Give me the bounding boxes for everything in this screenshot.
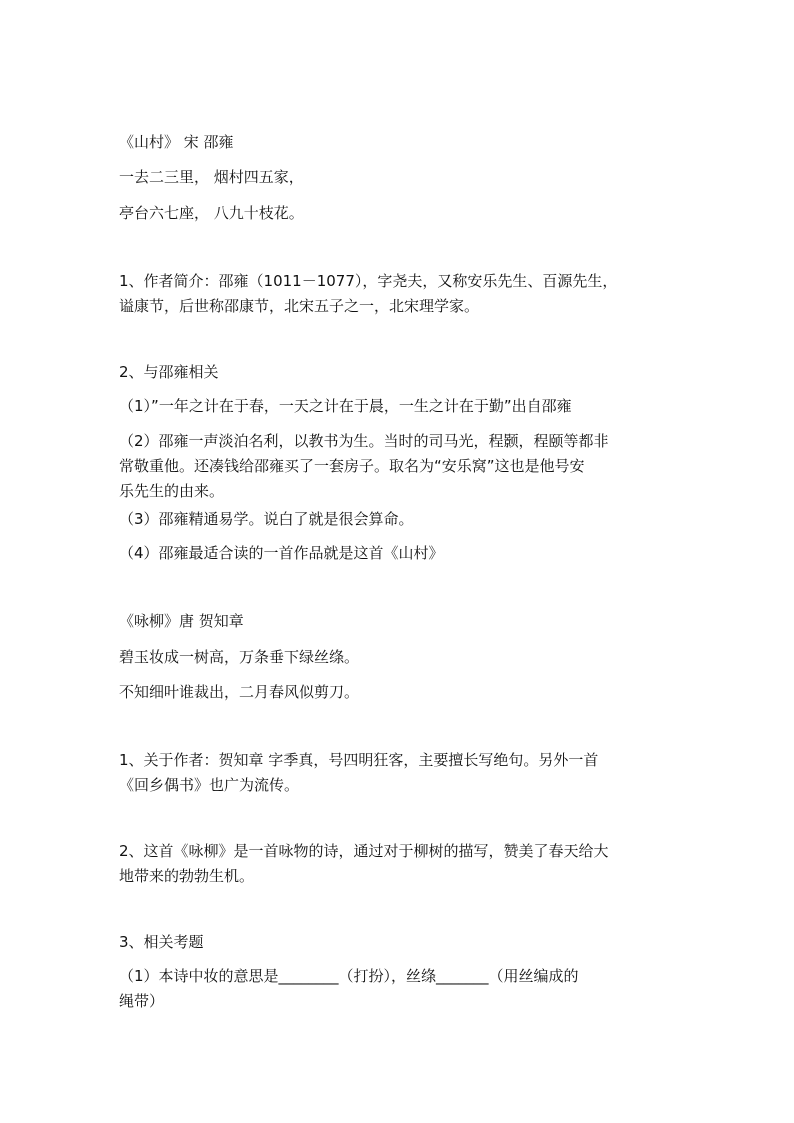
list-item <box>119 429 679 504</box>
paragraph-line: 谥康节，后世称邵康节，北宋五子之一，北宋理学家。 <box>119 297 480 315</box>
paragraph-line: 常敬重他。还凑钱给邵雍买了一套房子。取名为“安乐窝”这也是他号安 <box>119 457 585 475</box>
poem-line: 不知细叶谁裁出，二月春风似剪刀。 <box>119 683 360 701</box>
paragraph-line: （2）邵雍一声淡泊名利，以教书为生。当时的司马光，程颢，程颐等都非 <box>119 432 609 450</box>
exam-question <box>119 964 679 1014</box>
paragraph-line: （1）本诗中妆的意思是________（打扮），丝绦_______（用丝编成的 <box>119 967 579 985</box>
poem-title-yongliu: 《咏柳》唐 贺知章 <box>119 612 244 630</box>
section-heading: 3、相关考题 <box>119 933 204 951</box>
poem-title-shancun: 《山村》 宋 邵雍 <box>119 133 234 151</box>
poem-line: 碧玉妆成一树高，万条垂下绿丝绦。 <box>119 648 360 666</box>
list-item: （3）邵雍精通易学。说白了就是很会算命。 <box>119 510 414 528</box>
paragraph-line: 地带来的勃勃生机。 <box>119 867 255 885</box>
paragraph-line: 乐先生的由来。 <box>119 482 225 500</box>
poem-analysis <box>119 839 679 889</box>
author-intro-shaoyong <box>119 269 679 319</box>
poem-line: 一去二三里， 烟村四五家， <box>119 168 304 186</box>
paragraph-line: 2、这首《咏柳》是一首咏物的诗，通过对于柳树的描写，赞美了春天给大 <box>119 842 609 860</box>
paragraph-line: 绳带） <box>119 992 165 1010</box>
paragraph-line: 1、关于作者：贺知章 字季真，号四明狂客，主要擅长写绝句。另外一首 <box>119 751 599 769</box>
author-intro-hezhizhang <box>119 748 679 798</box>
paragraph-line: 《回乡偶书》也广为流传。 <box>119 776 300 794</box>
section-heading: 2、与邵雍相关 <box>119 363 219 381</box>
list-item: （1）”一年之计在于春，一天之计在于晨，一生之计在于勤”出自邵雍 <box>119 397 572 415</box>
paragraph-line: 1、作者简介：邵雍（1011－1077），字尧夫，又称安乐先生、百源先生， <box>119 272 618 290</box>
list-item: （4）邵雍最适合读的一首作品就是这首《山村》 <box>119 544 444 562</box>
poem-line: 亭台六七座， 八九十枝花。 <box>119 204 304 222</box>
